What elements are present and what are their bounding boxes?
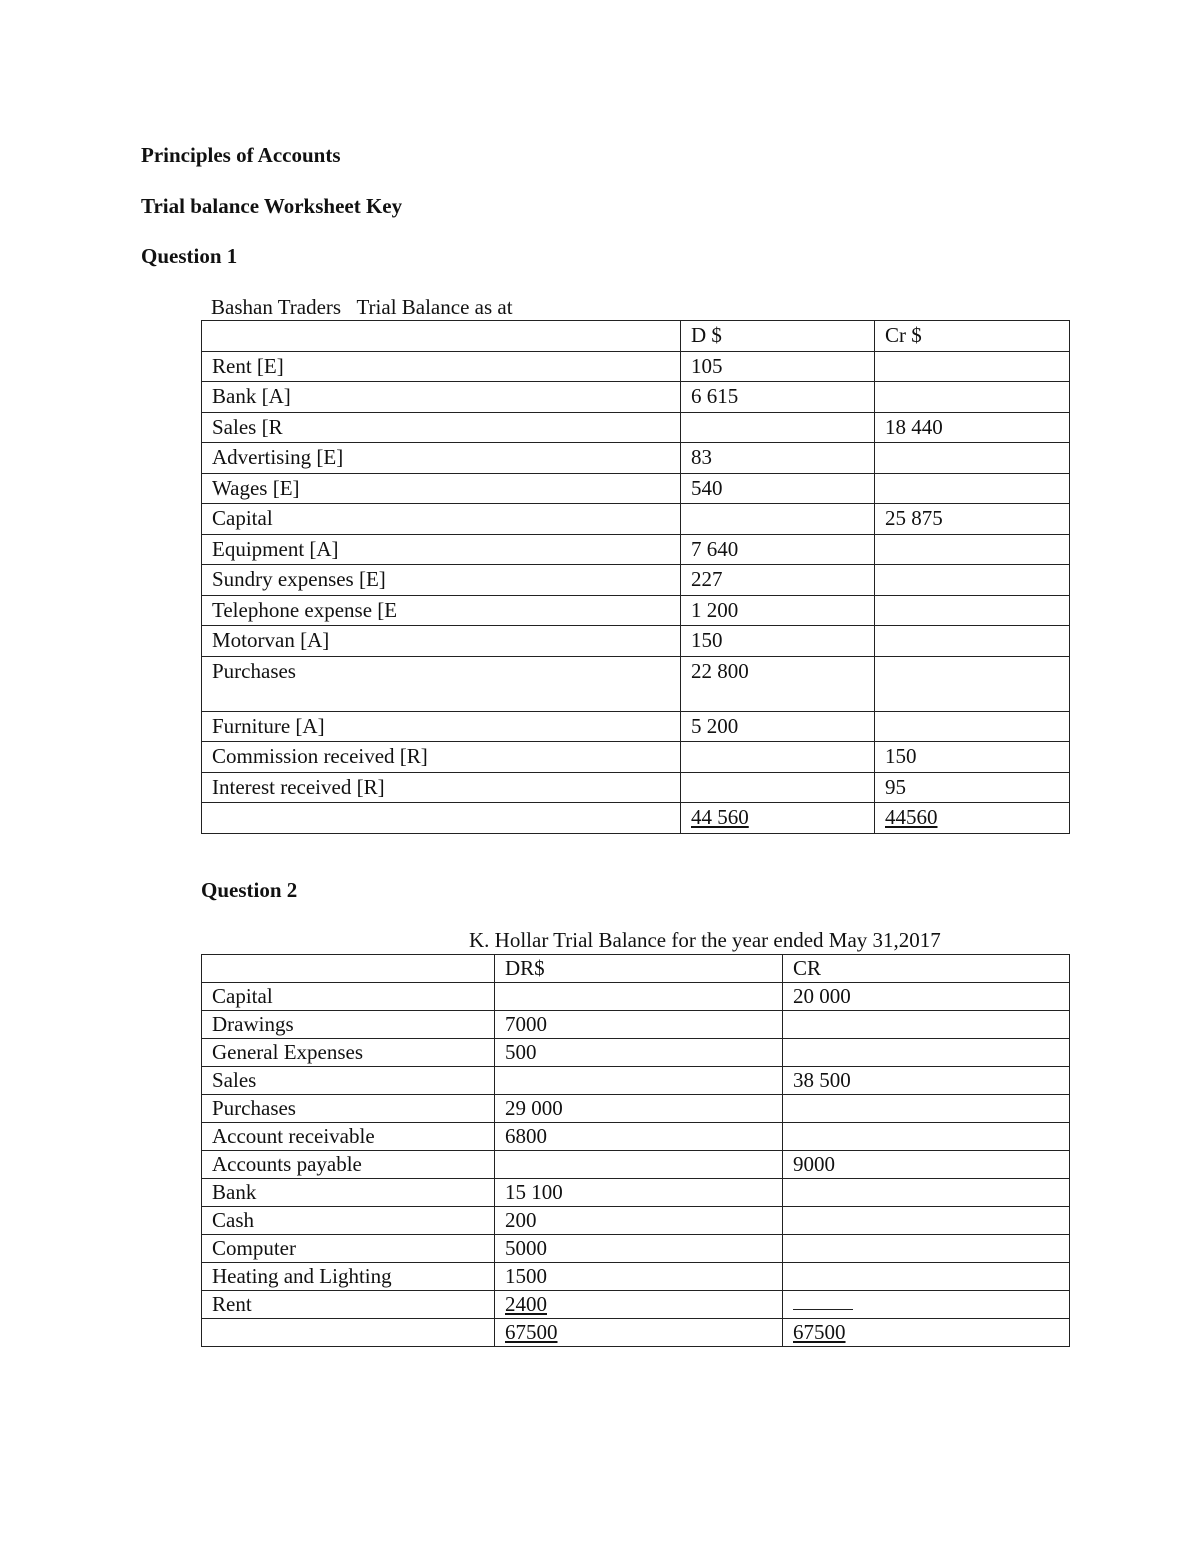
table-row (202, 1039, 1070, 1067)
credit-cell (875, 351, 1070, 382)
account-cell: Interest received [R] (202, 772, 681, 803)
account-cell: Account receivable (202, 1123, 495, 1151)
table-row (202, 351, 1070, 382)
document-title: Principles of Accounts (141, 143, 341, 167)
totals-row (202, 1319, 1070, 1347)
table-row (202, 656, 1070, 711)
debit-cell (681, 742, 875, 773)
debit-cell: 15 100 (495, 1179, 783, 1207)
header-cell-credit: Cr $ (875, 321, 1070, 352)
table-row (202, 1151, 1070, 1179)
question-2-heading: Question 2 (201, 878, 298, 902)
credit-cell (875, 626, 1070, 657)
question-1-heading: Question 1 (141, 244, 238, 268)
k-hollar-trial-balance-table (201, 954, 1070, 1347)
debit-cell (681, 504, 875, 535)
account-cell: Advertising [E] (202, 443, 681, 474)
debit-cell: 105 (681, 351, 875, 382)
rent-debit-underlined: 2400 (505, 1292, 547, 1316)
debit-cell: 200 (495, 1207, 783, 1235)
credit-cell: 95 (875, 772, 1070, 803)
table-row (202, 443, 1070, 474)
credit-cell (783, 1235, 1070, 1263)
table-row (202, 742, 1070, 773)
credit-total-cell (875, 803, 1070, 834)
credit-cell (783, 1179, 1070, 1207)
totals-row (202, 803, 1070, 834)
account-cell: Wages [E] (202, 473, 681, 504)
credit-cell (783, 1263, 1070, 1291)
account-cell: Purchases (202, 1095, 495, 1123)
account-cell: Furniture [A] (202, 711, 681, 742)
document-subtitle: Trial balance Worksheet Key (141, 194, 403, 218)
credit-cell: 25 875 (875, 504, 1070, 535)
account-cell: Capital (202, 504, 681, 535)
header-cell-credit: CR (783, 955, 1070, 983)
table-row (202, 412, 1070, 443)
account-cell: Sales [R (202, 412, 681, 443)
credit-cell (875, 595, 1070, 626)
debit-total: 44 560 (691, 805, 749, 829)
debit-cell: 227 (681, 565, 875, 596)
account-cell: Rent (202, 1291, 495, 1319)
table-row (202, 1235, 1070, 1263)
table-row (202, 626, 1070, 657)
table-row (202, 473, 1070, 504)
debit-cell: 7 640 (681, 534, 875, 565)
credit-cell (783, 1095, 1070, 1123)
credit-total: 67500 (793, 1320, 846, 1344)
account-cell: Cash (202, 1207, 495, 1235)
debit-cell: 29 000 (495, 1095, 783, 1123)
account-cell: Commission received [R] (202, 742, 681, 773)
debit-cell (495, 1151, 783, 1179)
debit-cell: 83 (681, 443, 875, 474)
credit-cell (783, 1291, 1070, 1319)
account-cell: Capital (202, 983, 495, 1011)
debit-cell (681, 412, 875, 443)
question-2-table-caption: K. Hollar Trial Balance for the year ended May 31,2017 (469, 928, 941, 952)
question-1-table-caption: Bashan Traders Trial Balance as at (211, 295, 513, 319)
credit-cell (875, 534, 1070, 565)
account-cell: Bank (202, 1179, 495, 1207)
debit-cell (495, 983, 783, 1011)
credit-cell: 18 440 (875, 412, 1070, 443)
debit-cell: 22 800 (681, 656, 875, 711)
totals-label-cell (202, 1319, 495, 1347)
table-row (202, 1207, 1070, 1235)
account-cell: Sales (202, 1067, 495, 1095)
totals-label-cell (202, 803, 681, 834)
account-cell: Drawings (202, 1011, 495, 1039)
credit-cell (783, 1207, 1070, 1235)
account-cell: General Expenses (202, 1039, 495, 1067)
credit-cell (783, 1123, 1070, 1151)
account-cell: Purchases (202, 656, 681, 711)
table-row (202, 595, 1070, 626)
account-cell: Accounts payable (202, 1151, 495, 1179)
table-row (202, 983, 1070, 1011)
table-row (202, 382, 1070, 413)
table-header-row (202, 955, 1070, 983)
table-row (202, 1095, 1070, 1123)
credit-cell (875, 656, 1070, 711)
table-row (202, 1123, 1070, 1151)
credit-cell (875, 473, 1070, 504)
header-cell-account (202, 321, 681, 352)
debit-cell: 6 615 (681, 382, 875, 413)
credit-underline-rule (793, 1291, 853, 1310)
credit-total-cell (783, 1319, 1070, 1347)
debit-cell: 500 (495, 1039, 783, 1067)
debit-total-cell (681, 803, 875, 834)
credit-cell (875, 711, 1070, 742)
account-cell: Rent [E] (202, 351, 681, 382)
table-header-row (202, 321, 1070, 352)
table-row (202, 534, 1070, 565)
credit-cell (875, 443, 1070, 474)
account-cell: Telephone expense [E (202, 595, 681, 626)
credit-cell (875, 382, 1070, 413)
account-cell: Motorvan [A] (202, 626, 681, 657)
credit-cell (783, 1039, 1070, 1067)
credit-cell (875, 565, 1070, 596)
debit-cell: 7000 (495, 1011, 783, 1039)
debit-cell: 1 200 (681, 595, 875, 626)
account-cell: Heating and Lighting (202, 1263, 495, 1291)
bashan-traders-trial-balance-table (201, 320, 1070, 834)
table-row (202, 565, 1070, 596)
debit-total: 67500 (505, 1320, 558, 1344)
header-cell-account (202, 955, 495, 983)
account-cell: Bank [A] (202, 382, 681, 413)
credit-cell: 38 500 (783, 1067, 1070, 1095)
debit-cell: 1500 (495, 1263, 783, 1291)
credit-cell (783, 1011, 1070, 1039)
table-row (202, 711, 1070, 742)
credit-cell: 20 000 (783, 983, 1070, 1011)
debit-cell (495, 1291, 783, 1319)
credit-total: 44560 (885, 805, 938, 829)
header-cell-debit: DR$ (495, 955, 783, 983)
credit-cell: 150 (875, 742, 1070, 773)
account-cell: Sundry expenses [E] (202, 565, 681, 596)
credit-cell: 9000 (783, 1151, 1070, 1179)
table-row (202, 1067, 1070, 1095)
account-cell: Computer (202, 1235, 495, 1263)
debit-cell: 5 200 (681, 711, 875, 742)
table-row (202, 1291, 1070, 1319)
table-row (202, 772, 1070, 803)
debit-cell (681, 772, 875, 803)
table-row (202, 1263, 1070, 1291)
debit-cell: 5000 (495, 1235, 783, 1263)
debit-cell: 6800 (495, 1123, 783, 1151)
header-cell-debit: D $ (681, 321, 875, 352)
table-row (202, 1179, 1070, 1207)
debit-total-cell (495, 1319, 783, 1347)
debit-cell: 540 (681, 473, 875, 504)
account-cell: Equipment [A] (202, 534, 681, 565)
debit-cell (495, 1067, 783, 1095)
table-row (202, 504, 1070, 535)
debit-cell: 150 (681, 626, 875, 657)
table-row (202, 1011, 1070, 1039)
